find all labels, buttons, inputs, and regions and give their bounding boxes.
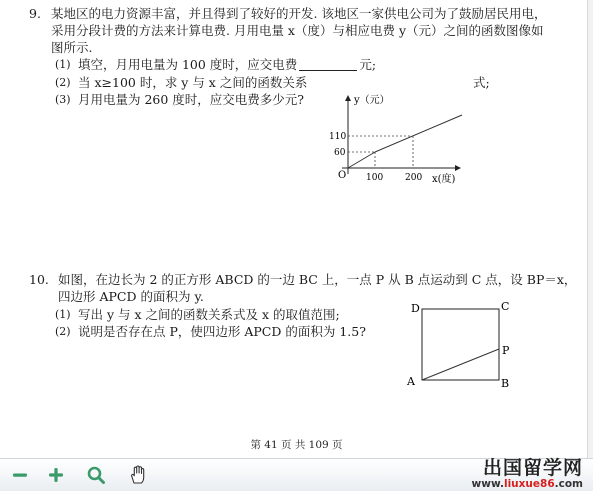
square-abcd-figure — [402, 296, 522, 392]
q9-sub2-a: 当 x≥100 时，求 y 与 x 之间的函数关系 — [78, 75, 308, 90]
x-tick-200: 200 — [405, 173, 423, 183]
zoom-in-button[interactable] — [44, 463, 68, 487]
q10-text-line1: 如图，在边长为 2 的正方形 ABCD 的一边 BC 上，一点 P 从 B 点运动到 C 点，设 BP＝x， — [58, 272, 577, 287]
minus-icon — [8, 463, 32, 487]
pan-tool-button[interactable] — [126, 463, 150, 487]
x-axis-label: x(度) — [432, 174, 456, 185]
vertex-d: D — [411, 302, 420, 315]
q9-sub3-text: 月用电量为 260 度时，应交电费多少元? — [78, 92, 305, 107]
q10-number: 10. — [29, 272, 49, 287]
hand-icon — [126, 463, 150, 487]
q9-function-graph — [320, 88, 470, 188]
search-icon — [84, 463, 108, 487]
zoom-out-button[interactable] — [8, 463, 32, 487]
watermark-chinese: 出国留学网 — [482, 457, 583, 479]
q9-sub1-a: 填空，月用电量为 100 度时，应交电费 — [78, 57, 298, 72]
q9-sub2-b: 式; — [473, 75, 490, 90]
q9-sub3-number: (3) — [55, 93, 71, 106]
search-button[interactable] — [84, 463, 108, 487]
y-tick-110: 110 — [329, 132, 347, 142]
watermark-url-b: liuxue86 — [503, 478, 555, 490]
site-watermark — [472, 457, 583, 490]
page-number: 第 41 页 共 109 页 — [250, 439, 343, 451]
q9-sub1-number: (1) — [55, 58, 71, 71]
q10-sub2-number: (2) — [55, 325, 71, 338]
graph-segment-1 — [348, 152, 375, 168]
q9-sub1-text — [78, 57, 376, 73]
vertex-c: C — [501, 300, 510, 313]
q9-text-line1: 某地区的电力资源丰富，并且得到了较好的开发. 该地区一家供电公司为了鼓励居民用电， — [51, 6, 547, 21]
y-tick-60: 60 — [334, 148, 346, 158]
point-p: P — [502, 344, 510, 357]
q10-text-line2: 四边形 APCD 的面积为 y. — [58, 289, 204, 304]
x-tick-100: 100 — [366, 173, 384, 183]
q9-number: 9. — [29, 6, 41, 21]
q9-text-line3: 图所示. — [51, 40, 93, 55]
vertex-a: A — [407, 375, 415, 388]
y-axis-label: y（元） — [354, 95, 390, 106]
watermark-url-a: www. — [471, 478, 504, 490]
watermark-url-c: .com — [554, 478, 583, 490]
square-abcd — [422, 309, 499, 380]
vertex-b: B — [501, 377, 510, 390]
vertical-scrollbar[interactable] — [587, 0, 593, 458]
q9-sub1-b: 元; — [359, 57, 377, 72]
origin-label: O — [338, 170, 347, 181]
q10-sub2-text: 说明是否存在点 P，使四边形 APCD 的面积为 1.5? — [78, 324, 366, 339]
q9-text-line2: 采用分段计费的方法来计算电费. 月用电量 x（度）与相应电费 y（元）之间的函数图像如 — [51, 23, 544, 38]
segment-ap — [422, 349, 499, 380]
viewer-toolbar — [0, 458, 593, 491]
q10-sub1-number: (1) — [55, 308, 71, 321]
graph-segment-2 — [375, 115, 462, 152]
plus-icon — [44, 463, 68, 487]
answer-blank — [299, 58, 357, 71]
q9-sub2-number: (2) — [55, 76, 71, 89]
watermark-url — [472, 479, 583, 490]
q10-sub1-text: 写出 y 与 x 之间的函数关系式及 x 的取值范围; — [78, 307, 340, 322]
